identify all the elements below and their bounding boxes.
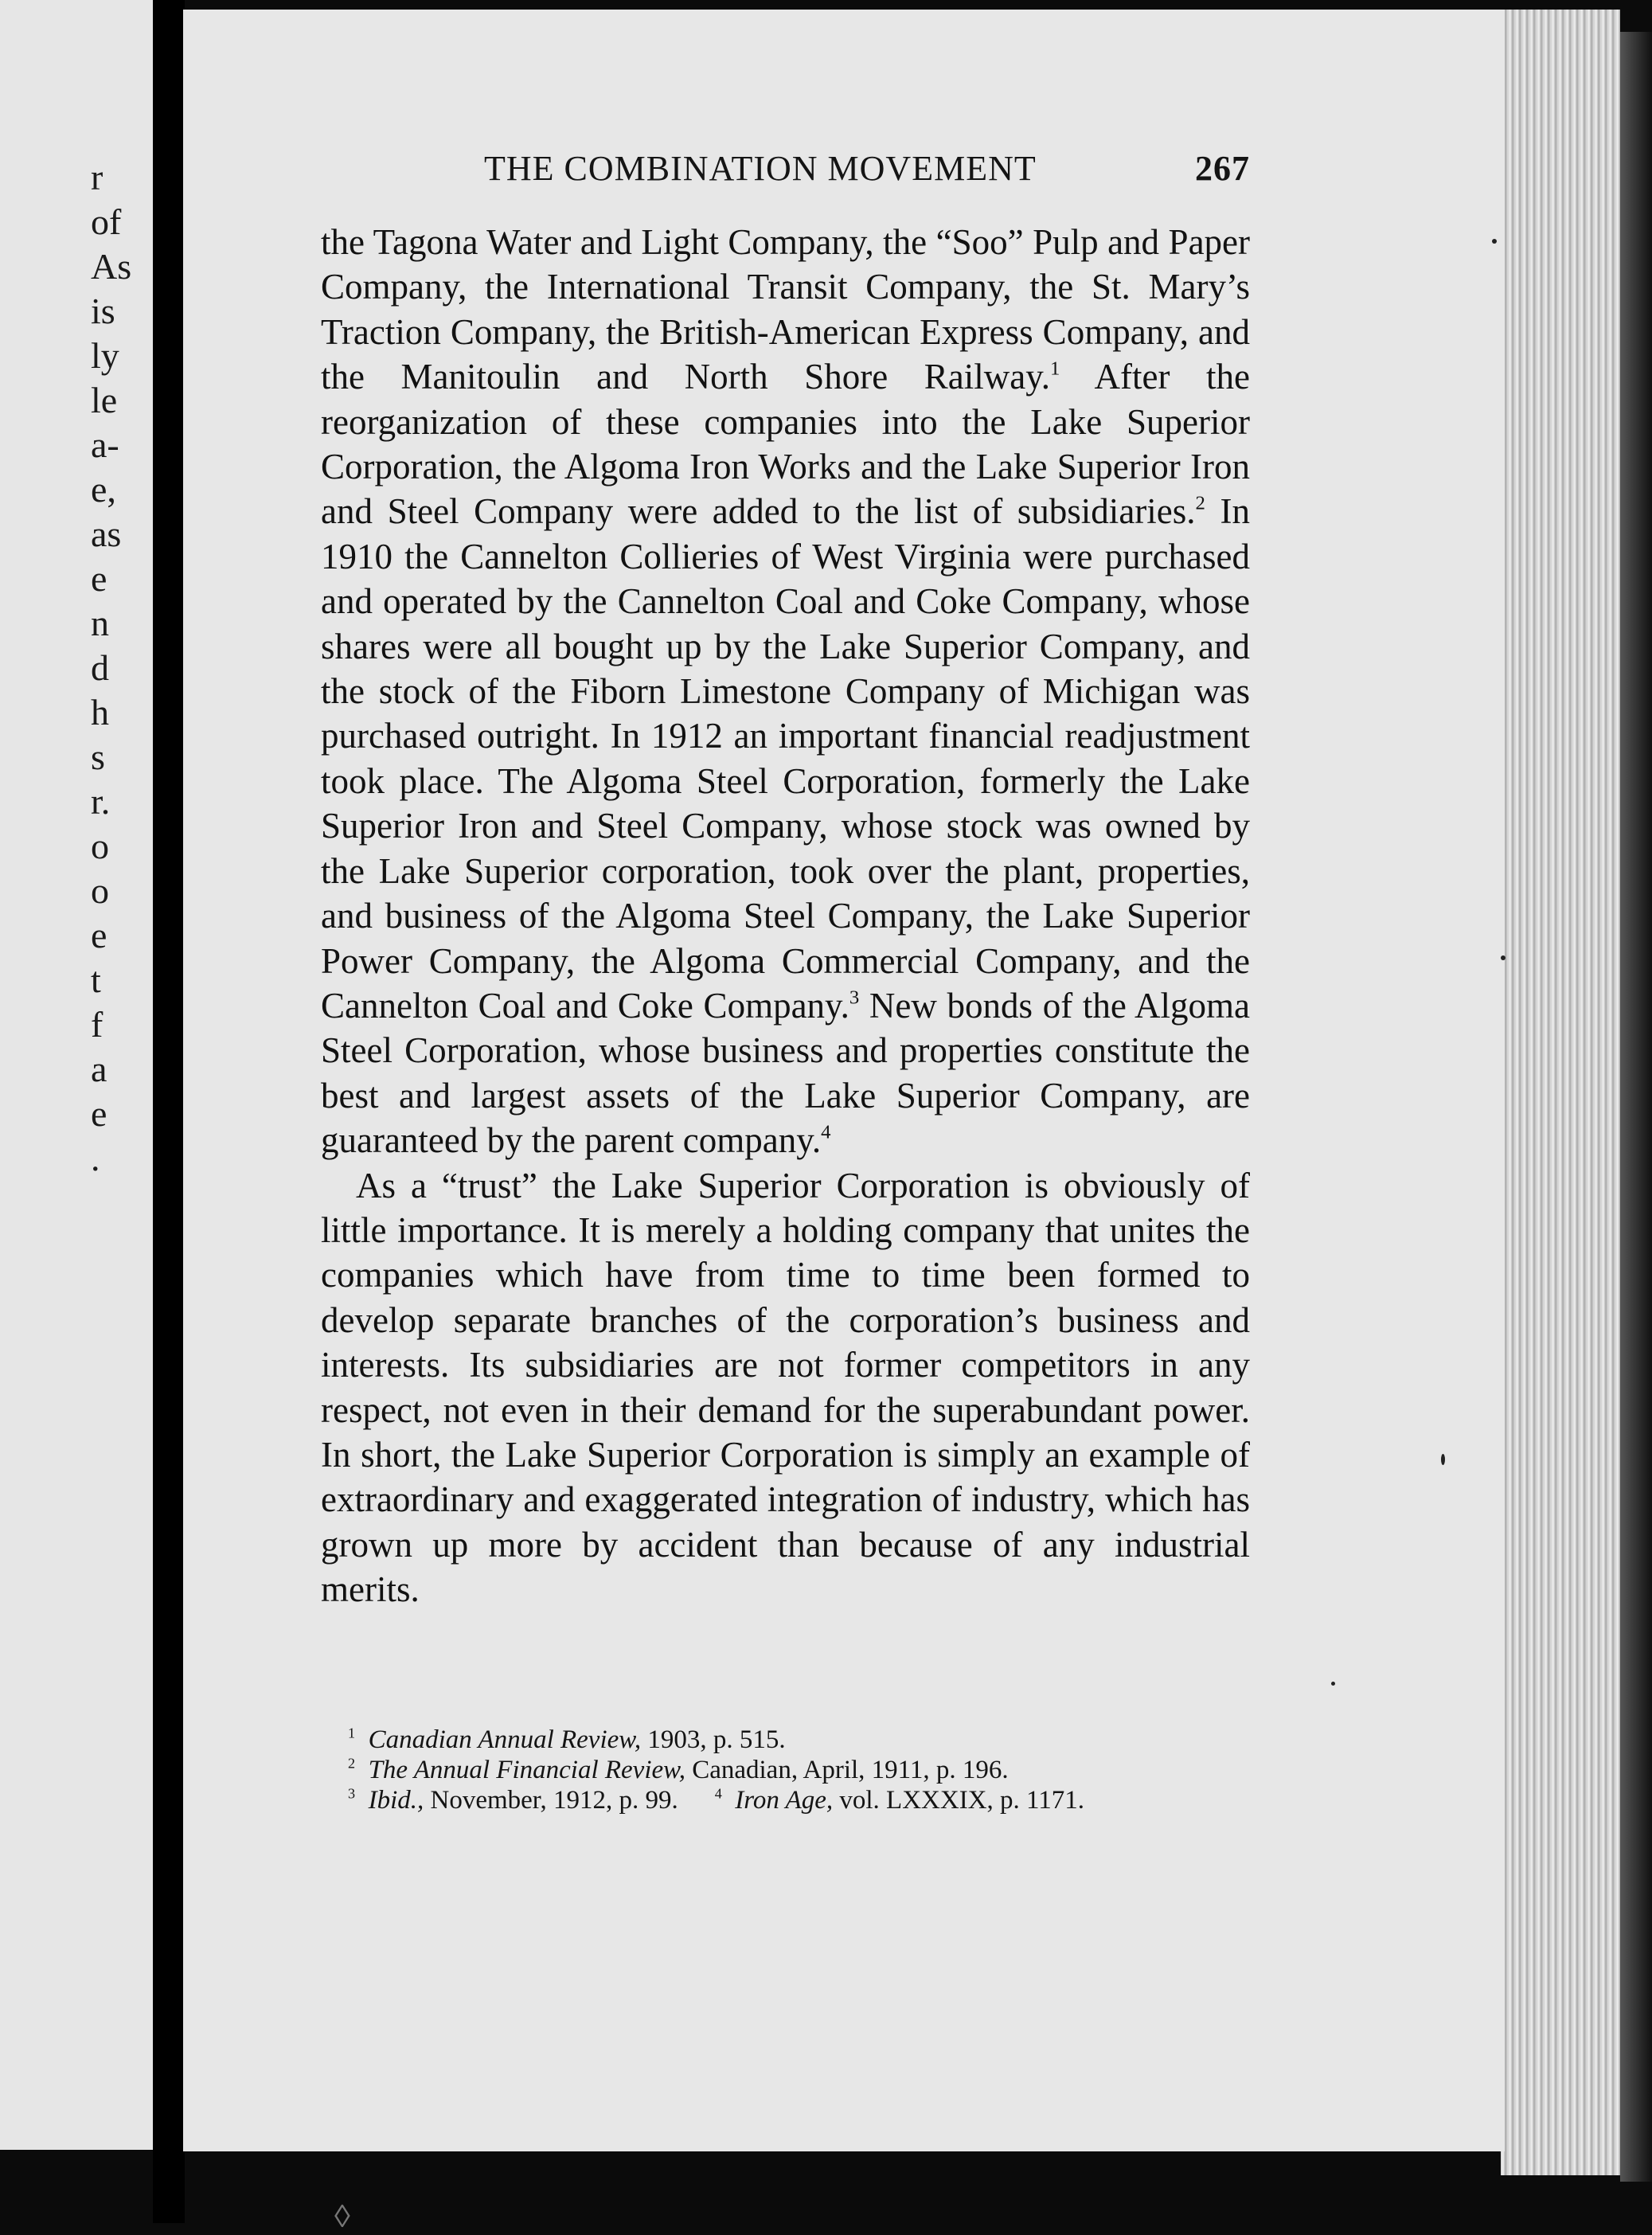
running-header (484, 148, 1250, 196)
running-title: THE COMBINATION MOVEMENT (484, 149, 1037, 188)
left-fragment: n (91, 603, 109, 643)
footnote: $^3$ Ibid., November, 1912, p. 99. $^4$ Iron Age, vol. LXXXIX, p. 1171. (348, 1785, 1085, 1815)
left-fragment: a- (91, 424, 119, 465)
scan-speck (1492, 239, 1497, 244)
left-fragment: s (91, 737, 105, 777)
left-fragment: le (91, 380, 118, 420)
left-fragment: . (91, 1138, 100, 1178)
footnotes (348, 1725, 1256, 1815)
paragraph: As a “trust” the Lake Superior Corporation is obviously of little importance. It is merely a holding company that unites the companies which have from time to time been formed to develop separate branches of the corporation’s business and interests. Its subsidiaries are not former competitors in any respect, not even in their demand for the superabundant power. In short, the Lake Superior Corporation is simply an example of extraordinary and exaggerated integration of industry, which has grown up more by accident than because of any industrial merits. (321, 1165, 1250, 1610)
left-fragment: t (91, 959, 101, 1000)
footnote: $^1$ Canadian Annual Review, 1903, p. 515. (348, 1725, 786, 1754)
left-page (0, 0, 153, 2150)
left-fragment: o (91, 826, 109, 866)
footnote-ref: 2 (1195, 493, 1205, 515)
scan-speck (1441, 1454, 1445, 1465)
footnote-ref: 4 (821, 1121, 831, 1143)
left-fragment: is (91, 291, 115, 331)
left-fragment: e, (91, 469, 116, 510)
book-edge-shadow (1620, 32, 1652, 2182)
paragraph: the Tagona Water and Light Company, the “Soo” Pulp and Paper Company, the International Transit Company, the St. Mary’s Traction Company, the British-American Express Company, and the Manitoulin and North Shore Railway.$^1$ After the reorganization of these companies into the Lake Superior Corporation, the Algoma Iron Works and the Lake Superior Iron and Steel Company were added to the list of subsidiaries.$^2$ In 1910 the Cannelton Collieries of West Virginia were purchased and operated by the Cannelton Coal and Coke Company, whose shares were all bought up by the Lake Superior Company, and the stock of the Fiborn Limestone Company of Michigan was purchased outright. In 1912 an important financial readjustment took place. The Algoma Steel Corporation, formerly the Lake Superior Iron and Steel Company, whose stock was owned by the Lake Superior corporation, took over the plant, properties, and business of the Algoma Steel Company, the Lake Superior Power Company, the Algoma Commercial Company, and the Cannelton Coal and Coke Company.$^3$ New bonds of the Algoma Steel Corporation, whose business and properties constitute the best and largest assets of the Lake Superior Company, are guaranteed by the parent company.$^4$ (321, 222, 1250, 1161)
left-fragment: As (91, 246, 132, 287)
left-fragment: o (91, 870, 109, 911)
scan-smudge: ◊ (334, 2198, 350, 2234)
left-fragment: as (91, 514, 122, 554)
left-fragment: e (91, 1093, 107, 1134)
left-fragment: f (91, 1004, 103, 1045)
left-fragment: r (91, 157, 103, 197)
left-fragment: e (91, 915, 107, 955)
left-fragment: of (91, 201, 122, 242)
scan-speck (1331, 1682, 1335, 1686)
footnote-ref: 3 (849, 987, 860, 1009)
left-fragment: h (91, 692, 109, 733)
left-fragment: d (91, 647, 109, 688)
book-gutter (153, 0, 185, 2223)
footnote: $^2$ The Annual Financial Review, Canadian, April, 1911, p. 196. (348, 1755, 1009, 1784)
left-fragment: a (91, 1049, 107, 1089)
scan-speck (1501, 955, 1506, 960)
left-fragment: e (91, 558, 107, 599)
left-fragment: ly (91, 335, 119, 376)
left-fragment: r. (91, 781, 111, 822)
page-edges (1501, 10, 1620, 2175)
left-page-text-fragments (91, 155, 146, 1181)
body-text (321, 220, 1250, 1612)
page-number: 267 (1195, 149, 1250, 188)
footnote-ref: 1 (1050, 358, 1060, 380)
